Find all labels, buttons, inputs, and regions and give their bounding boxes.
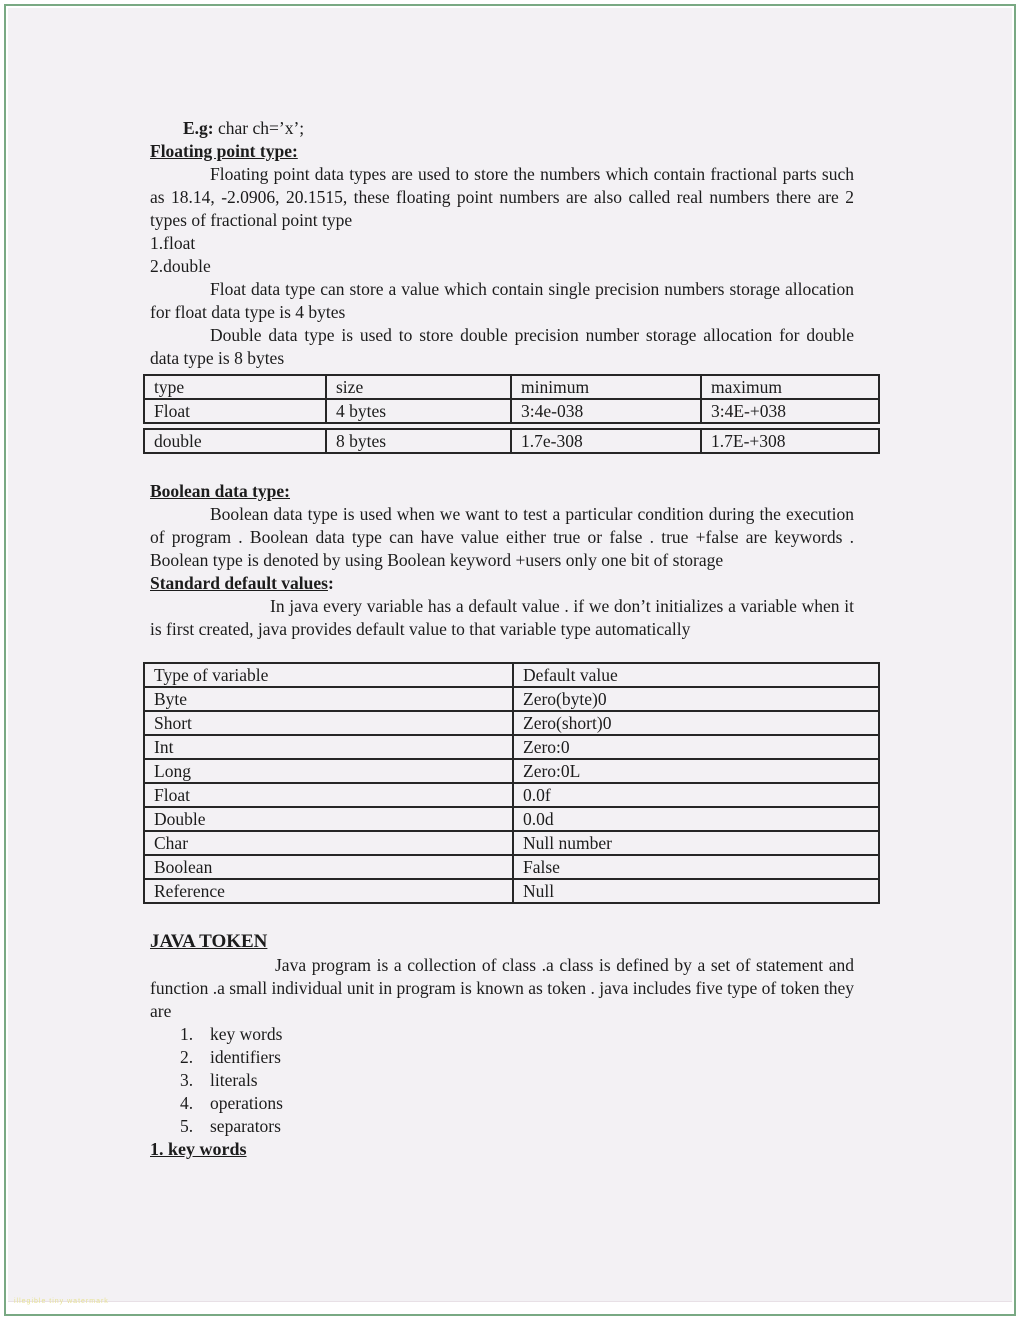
table-header-cell: Type of variable [144,663,513,687]
table-header-cell: maximum [701,375,879,399]
list-number: 1. [180,1024,194,1044]
table-header-row [144,663,879,687]
table-row [144,429,879,453]
table-header-cell: size [326,375,511,399]
heading-floating-point [150,140,854,163]
table-cell: 4 bytes [326,399,511,423]
table-cell: Null number [513,831,879,855]
list-label: identifiers [210,1047,281,1067]
table-cell: 1.7e-308 [511,429,701,453]
heading-key-words: 1. key words [150,1139,247,1159]
list-number: 5. [180,1116,194,1136]
table-cell: Int [144,735,513,759]
table-cell: Boolean [144,855,513,879]
table-cell: False [513,855,879,879]
paragraph-floating-intro: Floating point data types are used to store the numbers which contain fractional parts such as 18.14, -2.0906, 20.1515, these floating point numbers are also called real numbers there are 2 types of fractional point type [150,164,854,230]
float-types-table [143,374,880,424]
list-label: literals [210,1070,258,1090]
table-cell: Short [144,711,513,735]
table-row [144,807,879,831]
table-cell: double [144,429,326,453]
table-cell: Null [513,879,879,903]
table-row [144,831,879,855]
heading-floating-point-text: Floating point type: [150,141,298,161]
table-row [144,855,879,879]
heading-boolean [150,480,854,503]
list-label: key words [210,1024,283,1044]
heading-defaults-colon: : [327,573,334,593]
paragraph-double-storage: Double data type is used to store double precision number storage allocation for double data type is 8 bytes [150,325,854,368]
table-cell: Char [144,831,513,855]
list-item-double: 2.double [150,256,211,276]
table-row [144,687,879,711]
table-cell: 1.7E-+308 [701,429,879,453]
table-header-row [144,375,879,399]
table-row [144,399,879,423]
table-row [144,759,879,783]
paragraph-boolean: Boolean data type is used when we want to test a particular condition during the execution of program . Boolean data type can have value either true or false . true +false are keywords . Boolean type is denoted by using Boolean keyword +users only one bit of storage [150,504,854,570]
list-item-float: 1.float [150,233,196,253]
heading-defaults [150,572,854,595]
table-row [144,711,879,735]
table-cell: 8 bytes [326,429,511,453]
list-item [150,1069,854,1092]
list-item [150,1092,854,1115]
list-item [150,1115,854,1138]
table-header-cell: minimum [511,375,701,399]
page-content [150,117,854,1161]
table-cell: Reference [144,879,513,903]
table-cell: Zero(byte)0 [513,687,879,711]
paragraph-java-token: Java program is a collection of class .a class is defined by a set of statement and function .a small individual unit in program is known as token . java includes five type of token they are [150,955,854,1021]
table-cell: Double [144,807,513,831]
default-values-table [143,662,880,904]
table-row [144,735,879,759]
token-type-list [150,1023,854,1138]
list-number: 3. [180,1070,194,1090]
watermark-text: illegible tiny watermark [14,1298,109,1305]
table-header-cell: Default value [513,663,879,687]
table-cell: Byte [144,687,513,711]
table-cell: Zero(short)0 [513,711,879,735]
heading-defaults-text: Standard default values [150,573,328,593]
table-row [144,879,879,903]
table-cell: 3:4e-038 [511,399,701,423]
table-row [144,783,879,807]
table-cell: Long [144,759,513,783]
heading-boolean-text: Boolean data type: [150,481,290,501]
table-cell: Zero:0 [513,735,879,759]
paragraph-float-storage: Float data type can store a value which contain single precision numbers storage allocation for float data type is 4 bytes [150,279,854,322]
heading-java-token: JAVA TOKEN [150,931,268,952]
list-number: 2. [180,1047,194,1067]
table-cell: Float [144,399,326,423]
table-header-cell: type [144,375,326,399]
list-item [150,1046,854,1069]
example-line [183,117,854,140]
list-number: 4. [180,1093,194,1113]
list-label: separators [210,1116,281,1136]
table-cell: Zero:0L [513,759,879,783]
list-item [150,1023,854,1046]
float-types-table-continued [143,428,880,454]
example-text: char ch=’x’; [213,118,305,138]
paragraph-defaults: In java every variable has a default value . if we don’t initializes a variable when it is first created, java provides default value to that variable type automatically [150,596,854,639]
example-label: E.g: [183,118,214,138]
table-cell: 0.0f [513,783,879,807]
table-cell: 3:4E-+038 [701,399,879,423]
list-label: operations [210,1093,283,1113]
table-cell: 0.0d [513,807,879,831]
table-cell: Float [144,783,513,807]
